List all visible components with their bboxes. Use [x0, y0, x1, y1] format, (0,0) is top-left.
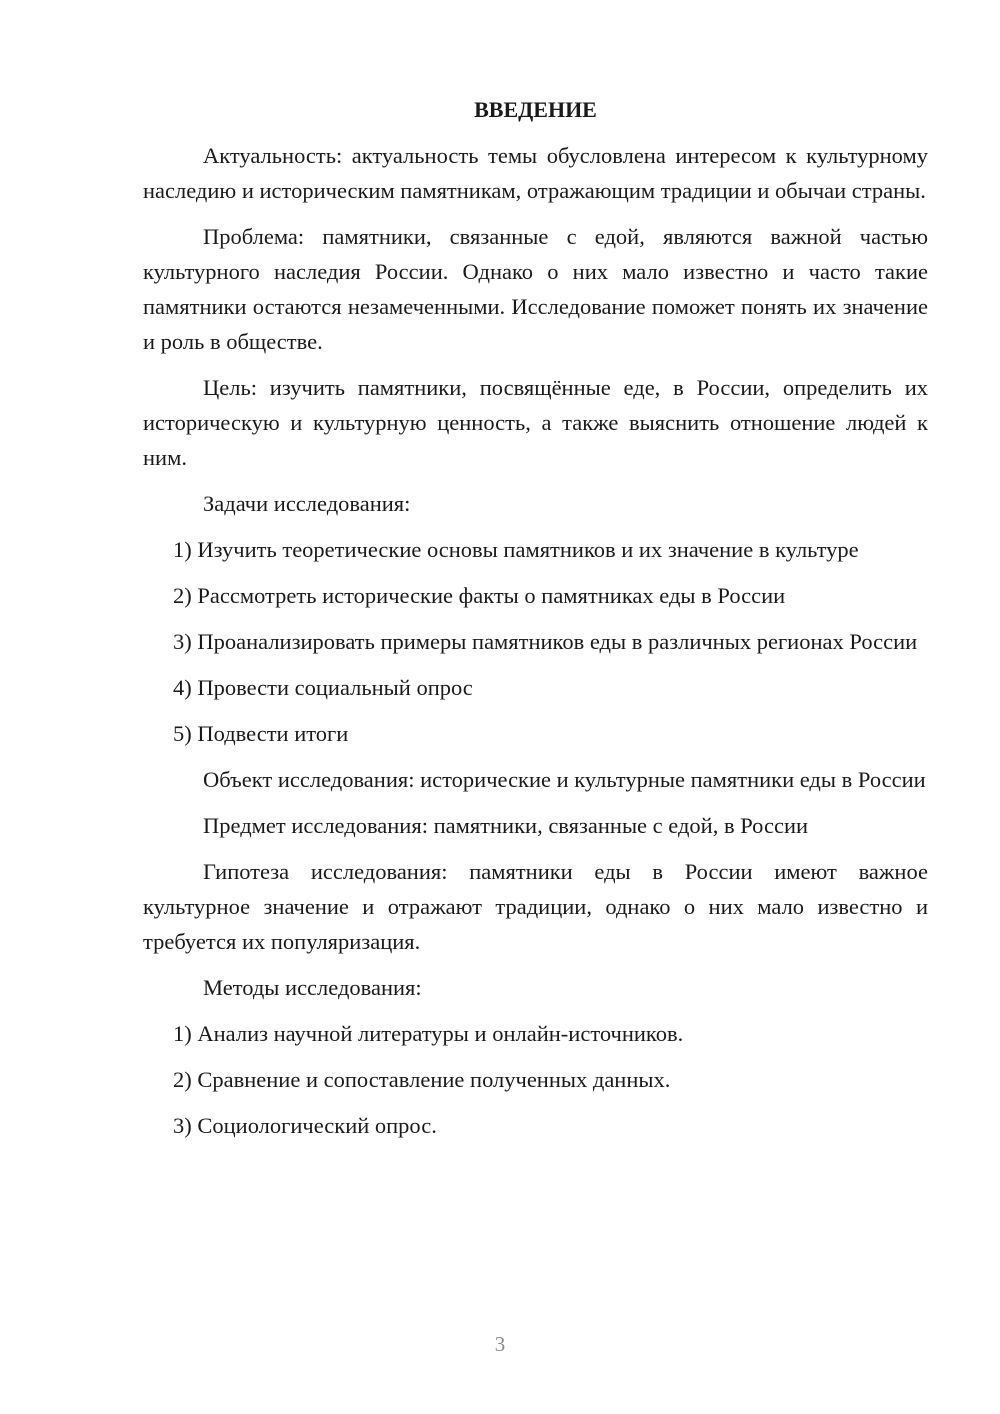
document-page: [143, 92, 928, 1154]
problem-paragraph: Проблема: памятники, связанные с едой, являются важной частью культурного наследия России. Однако о них мало известно и часто такие памятники остаются незамеченными. Исследование поможет понять их значение и роль в обществе.: [143, 224, 928, 354]
task-item-1: 1) Изучить теоретические основы памятников и их значение в культуре: [173, 537, 859, 562]
page-number: 3: [494, 1332, 506, 1356]
task-item-5: 5) Подвести итоги: [173, 721, 349, 746]
subject-paragraph: Предмет исследования: памятники, связанные с едой, в России: [203, 813, 809, 838]
goal-paragraph: Цель: изучить памятники, посвящённые еде, в России, определить их историческую и культурную ценность, а также выяснить отношение людей к ним.: [143, 375, 928, 470]
methods-heading: Методы исследования:: [203, 975, 422, 1000]
task-item-2: 2) Рассмотреть исторические факты о памятниках еды в России: [173, 583, 786, 608]
relevance-paragraph: Актуальность: актуальность темы обусловлена интересом к культурному наследию и историческим памятникам, отражающим традиции и обычаи страны.: [143, 143, 928, 203]
task-item-4: 4) Провести социальный опрос: [173, 675, 473, 700]
object-paragraph: Объект исследования: исторические и культурные памятники еды в России: [203, 767, 926, 792]
section-title: ВВЕДЕНИЕ: [474, 97, 597, 122]
task-item-3: 3) Проанализировать примеры памятников еды в различных регионах России: [173, 629, 918, 654]
method-item-1: 1) Анализ научной литературы и онлайн-источников.: [173, 1021, 684, 1046]
tasks-heading: Задачи исследования:: [203, 491, 411, 516]
method-item-3: 3) Социологический опрос.: [173, 1113, 437, 1138]
hypothesis-paragraph: Гипотеза исследования: памятники еды в России имеют важное культурное значение и отражают традиции, однако о них мало известно и требуется их популяризация.: [143, 859, 928, 954]
method-item-2: 2) Сравнение и сопоставление полученных данных.: [173, 1067, 671, 1092]
